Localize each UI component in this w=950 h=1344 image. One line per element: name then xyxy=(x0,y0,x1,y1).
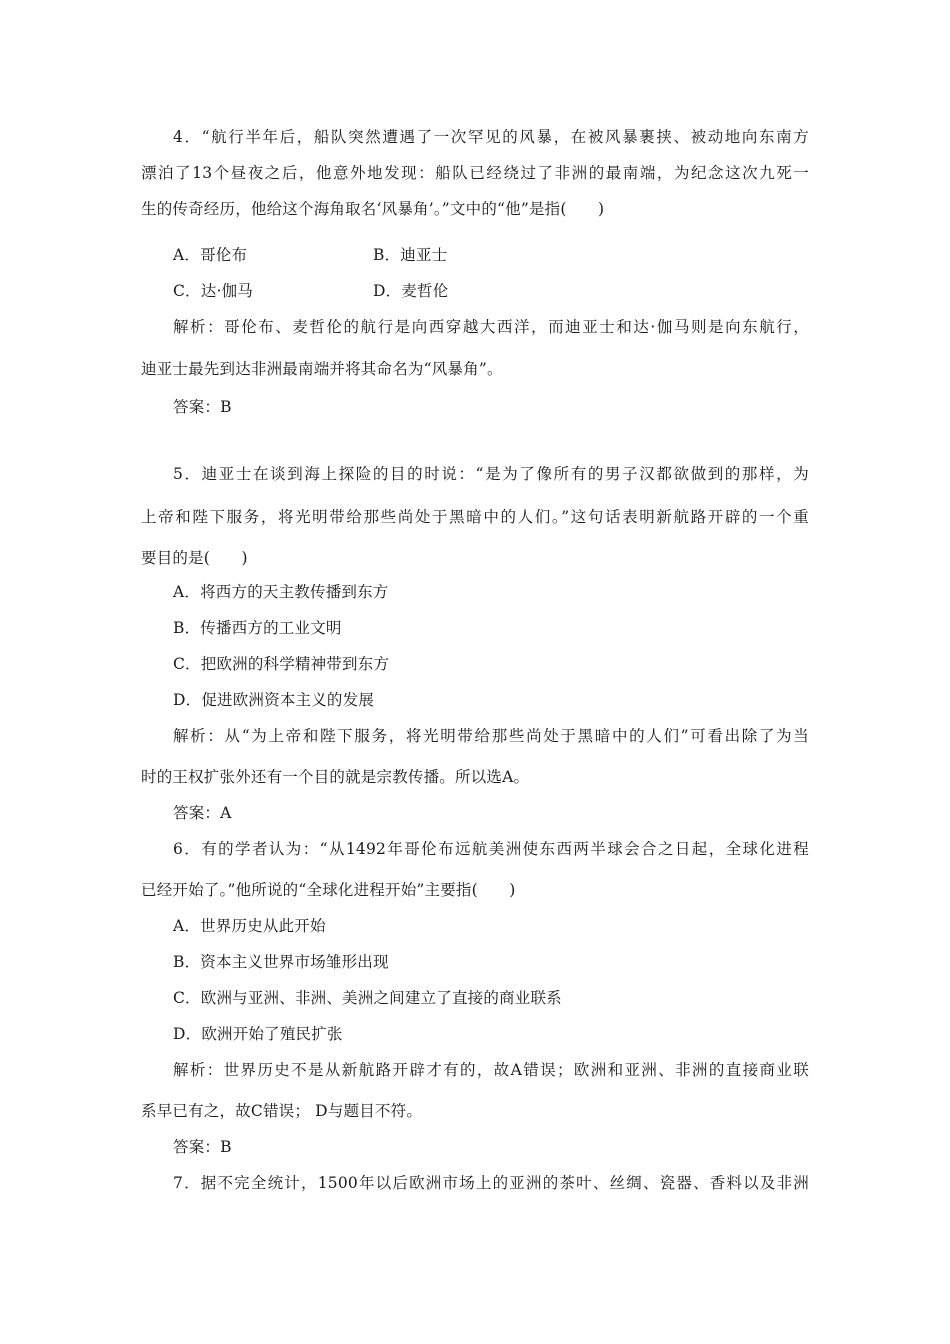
question-4-analysis-line-2: 迪亚士最先到达非洲最南端并将其命名为“风暴角”。 xyxy=(141,360,503,378)
question-4-stem-line-2: 漂泊了13个昼夜之后，他意外地发现：船队已经绕过了非洲的最南端，为纪念这次九死一 xyxy=(141,164,809,182)
question-5-option-d: D．促进欧洲资本主义的发展 xyxy=(173,691,375,709)
question-4-stem-line-1: 4．“航行半年后，船队突然遭遇了一次罕见的风暴，在被风暴裹挟、被动地向东南方 xyxy=(173,128,809,146)
question-5-analysis-line-1: 解析：从“为上帝和陛下服务，将光明带给那些尚处于黑暗中的人们”可看出除了为当 xyxy=(173,727,809,745)
question-4-analysis-line-1: 解析：哥伦布、麦哲伦的航行是向西穿越大西洋，而迪亚士和达·伽马则是向东航行， xyxy=(173,318,809,336)
question-5-stem-line-3: 要目的是( ) xyxy=(141,549,248,567)
question-4-option-a: A．哥伦布 xyxy=(173,246,248,264)
question-6-option-b: B．资本主义世界市场雏形出现 xyxy=(173,953,389,971)
question-6-stem-line-2: 已经开始了。”他所说的“全球化进程开始”主要指( ) xyxy=(141,881,516,899)
question-5-option-a: A．将西方的天主教传播到东方 xyxy=(173,583,389,601)
question-4-option-c: C．达·伽马 xyxy=(173,282,253,300)
question-4-option-b: B．迪亚士 xyxy=(373,246,448,264)
question-5-analysis-line-2: 时的王权扩张外还有一个目的就是宗教传播。所以选A。 xyxy=(141,768,530,786)
question-6-option-d: D．欧洲开始了殖民扩张 xyxy=(173,1025,343,1043)
question-4-option-d: D．麦哲伦 xyxy=(373,282,449,300)
question-6-analysis-line-2: 系早已有之，故C错误； D与题目不符。 xyxy=(141,1102,423,1120)
question-6-option-c: C．欧洲与亚洲、非洲、美洲之间建立了直接的商业联系 xyxy=(173,989,562,1007)
question-5-stem-line-1: 5．迪亚士在谈到海上探险的目的时说：“是为了像所有的男子汉都欲做到的那样，为 xyxy=(173,465,809,483)
question-6-analysis-line-1: 解析：世界历史不是从新航路开辟才有的，故A错误；欧洲和亚洲、非洲的直接商业联 xyxy=(173,1061,809,1079)
question-6-option-a: A．世界历史从此开始 xyxy=(173,917,326,935)
question-5-answer: 答案：A xyxy=(173,804,232,822)
question-5-option-c: C．把欧洲的科学精神带到东方 xyxy=(173,655,390,673)
question-7-stem-line-1: 7．据不完全统计，1500年以后欧洲市场上的亚洲的茶叶、丝绸、瓷器、香料以及非洲 xyxy=(173,1174,809,1192)
question-6-answer: 答案：B xyxy=(173,1138,232,1156)
question-4-answer: 答案：B xyxy=(173,398,232,416)
question-5-option-b: B．传播西方的工业文明 xyxy=(173,619,342,637)
question-6-stem-line-1: 6．有的学者认为：“从1492年哥伦布远航美洲使东西两半球会合之日起，全球化进程 xyxy=(173,840,809,858)
question-4-stem-line-3: 生的传奇经历，他给这个海角取名‘风暴角’。”文中的“他”是指( ) xyxy=(141,200,605,218)
question-5-stem-line-2: 上帝和陛下服务，将光明带给那些尚处于黑暗中的人们。”这句话表明新航路开辟的一个重 xyxy=(141,508,809,526)
